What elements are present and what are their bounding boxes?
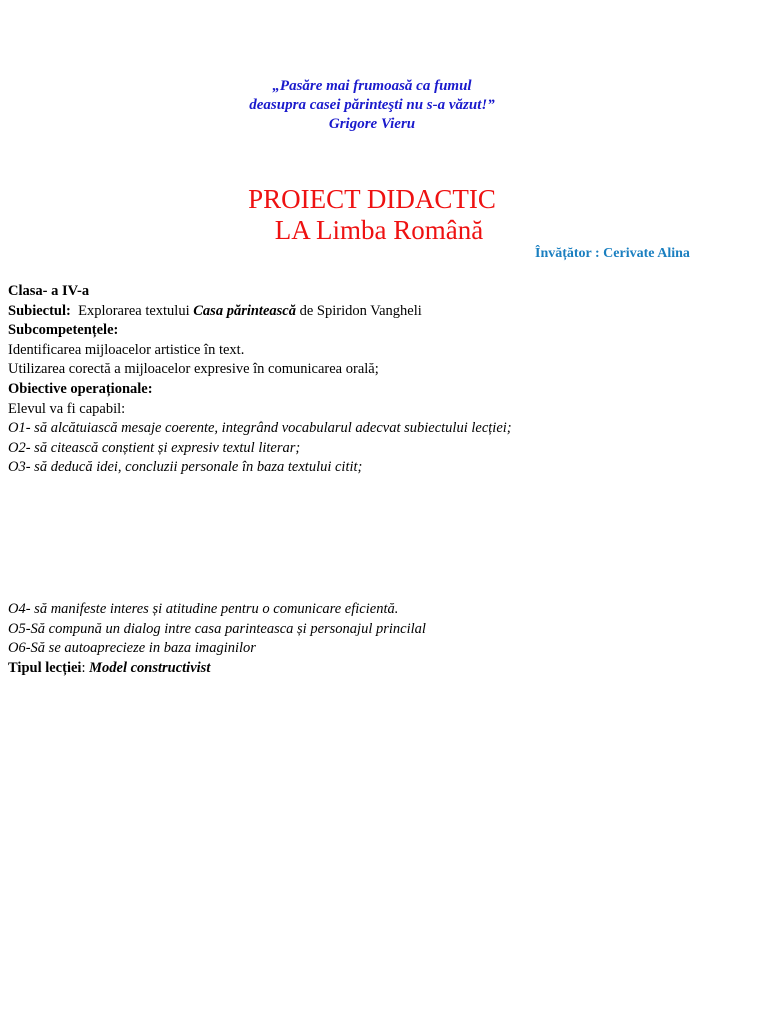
subcompetency-item: Utilizarea corectă a mijloacelor expresive în comunicarea orală; xyxy=(8,361,379,378)
objective-item: O5-Să compună un dialog intre casa parinteasca și personajul princilal xyxy=(8,620,426,637)
title-line-2: LA Limba Română xyxy=(274,215,484,245)
lesson-type-label: Tipul lecției xyxy=(8,659,82,676)
objective-item: O2- să citească conștient și expresiv textul literar; xyxy=(8,439,301,456)
epigraph-line-2: deasupra casei părinteşti nu s-a văzut!” xyxy=(249,97,495,113)
epigraph-line-1: „Pasăre mai frumoasă ca fumul xyxy=(272,78,472,94)
subject-suffix: de Spiridon Vangheli xyxy=(295,302,422,319)
subcompetencies-label: Subcompetențele: xyxy=(8,322,119,339)
objectives-intro: Elevul va fi capabil: xyxy=(8,400,126,417)
teacher-name: Învățător : Cerivate Alina xyxy=(535,246,690,261)
class-line: Clasa- a IV-a xyxy=(8,283,90,299)
subject-line xyxy=(8,302,512,322)
lesson-details xyxy=(8,282,512,478)
objectives-label: Obiective operaționale: xyxy=(8,380,153,397)
epigraph xyxy=(0,77,744,134)
objective-item: O6-Să se autoaprecieze in baza imaginilor xyxy=(8,640,256,657)
subcompetency-item: Identificarea mijloacelor artistice în text. xyxy=(8,341,245,358)
title-line-1: PROIECT DIDACTIC xyxy=(248,184,496,214)
subject-prefix: Explorarea textului xyxy=(70,302,194,319)
epigraph-author: Grigore Vieru xyxy=(328,116,416,132)
subject-label: Subiectul: xyxy=(8,302,71,319)
subject-work-title: Casa părintească xyxy=(193,302,296,319)
lesson-type-line xyxy=(8,659,426,679)
objective-item: O1- să alcătuiască mesaje coerente, integrând vocabularul adecvat subiectului lecției; xyxy=(8,420,512,437)
objective-item: O4- să manifeste interes și atitudine pentru o comunicare eficientă. xyxy=(8,601,399,617)
lesson-details-continued xyxy=(8,600,426,678)
lesson-type-value: Model constructivist xyxy=(89,659,211,676)
objective-item: O3- să deducă idei, concluzii personale în baza textului citit; xyxy=(8,459,363,476)
page-title xyxy=(0,184,744,246)
lesson-type-separator: : xyxy=(81,659,90,676)
